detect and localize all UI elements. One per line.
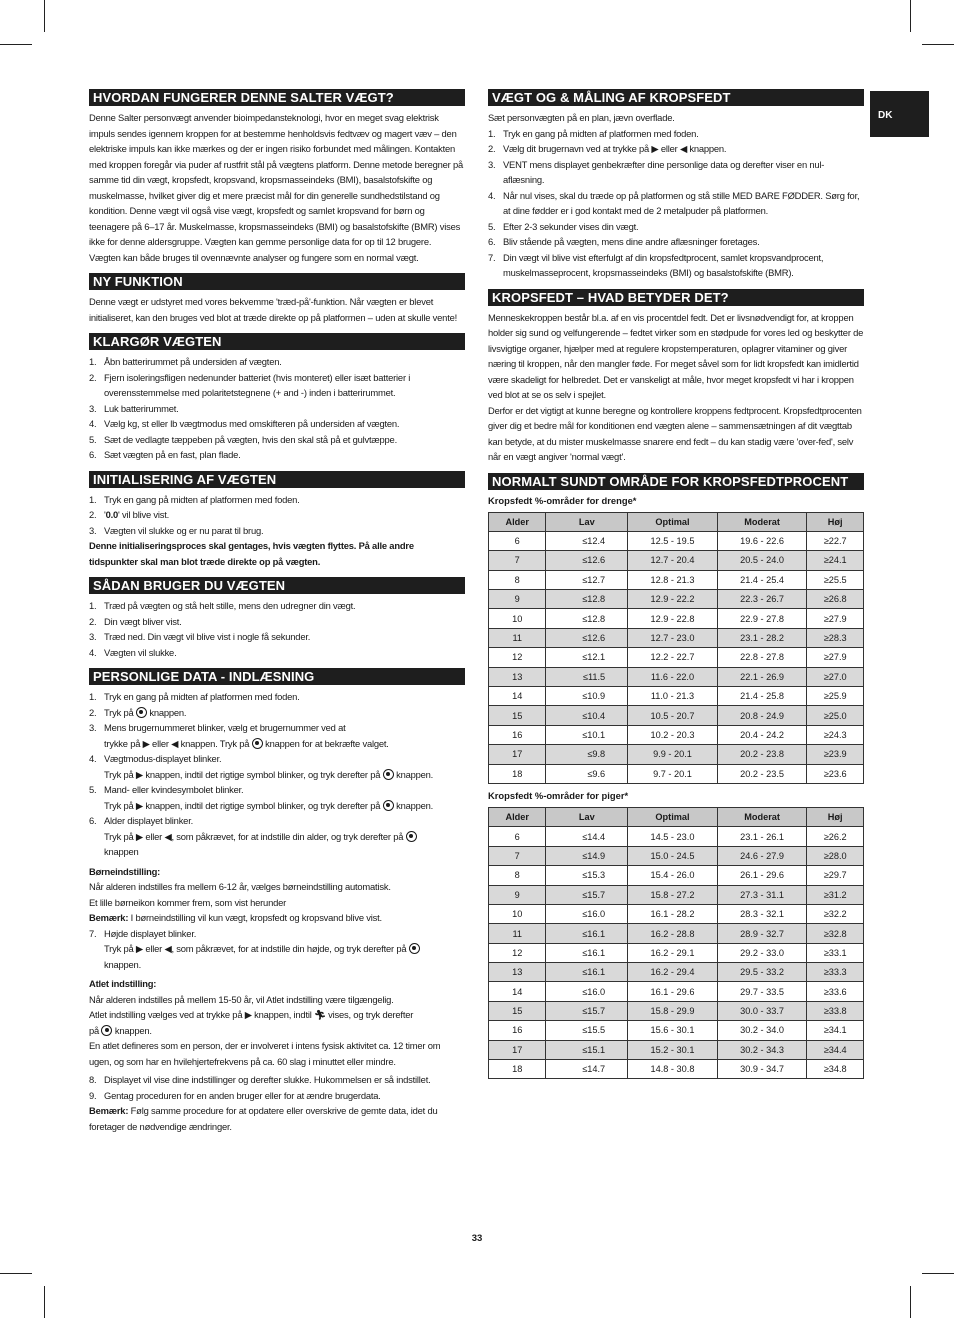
table-cell: 11 bbox=[489, 628, 546, 647]
column-header: Høj bbox=[807, 807, 864, 826]
table-cell: ≤15.5 bbox=[546, 1021, 628, 1040]
table-cell: 20.2 - 23.8 bbox=[717, 745, 807, 764]
paragraph: Menneskekroppen består bl.a. af en vis procentdel fedt. Det er livsnødvendigt for, at kroppen holder sig sund og velfungerende – fedtet virker som en stødpude for vores led og beskytter de livsvigtige organer, hjælper med at regulere kropstemperaturen, oplagrer vitaminer og giver næring til kroppen, når den mangler føde. For meget såvel som for lidt kropsfedt kan imidlertid være skadeligt for helbredet. Det er vanskeligt at måle, hvor meget kropsfedt vi har i kroppen ved blot at se os selv i spejlet. bbox=[488, 311, 864, 400]
table-row bbox=[489, 943, 864, 962]
table-cell: ≤11.5 bbox=[546, 667, 628, 686]
section-title: INITIALISERING AF VÆGTEN bbox=[89, 471, 465, 488]
table-cell: 12 bbox=[489, 648, 546, 667]
list-item: 4. Vægtmodus-displayet blinker. Tryk på ▶ knappen, indtil det rigtige symbol blinker, og tryk derefter på knappen. bbox=[89, 753, 434, 780]
table-cell: 23.1 - 26.1 bbox=[717, 827, 807, 846]
table-cell: 10 bbox=[489, 904, 546, 923]
list-item: 1. Tryk en gang på midten af platformen med foden. bbox=[488, 127, 699, 139]
table-row bbox=[489, 827, 864, 846]
table-cell: 11.0 - 21.3 bbox=[628, 687, 718, 706]
table-cell: ≥22.7 bbox=[807, 531, 864, 550]
section-body-fat bbox=[488, 289, 864, 465]
table-cell: ≥27.0 bbox=[807, 667, 864, 686]
table-cell: ≥23.9 bbox=[807, 745, 864, 764]
table-cell: 13 bbox=[489, 667, 546, 686]
boys-table-caption: Kropsfedt %-områder for drenge* bbox=[488, 494, 637, 506]
paragraph: Derfor er det vigtigt at kunne beregne og kontrollere kroppens fedtprocent. Kropsfedtprocenten giver dig et bedre mål for konditionen end vægten alene – sammensætningen af dit vægttab kan betyde, at du mister muskelmasse snarere end fedt – du kan stadig være 'over-fed', selv når en vægt angiver 'normal vægt'. bbox=[488, 404, 862, 462]
table-cell: 22.3 - 26.7 bbox=[717, 590, 807, 609]
table-cell: ≥25.9 bbox=[807, 687, 864, 706]
list-item: 3. VENT mens displayet genbekræfter dine personlige data og derefter viser en nul-aflæsning. bbox=[488, 158, 825, 185]
table-cell: ≤16.0 bbox=[546, 904, 628, 923]
table-cell: 6 bbox=[489, 531, 546, 550]
table-header-row bbox=[489, 512, 864, 531]
table-cell: ≤14.7 bbox=[546, 1060, 628, 1079]
crop-mark bbox=[0, 1273, 32, 1274]
table-cell: 7 bbox=[489, 846, 546, 865]
table-row bbox=[489, 846, 864, 865]
table-cell: ≤15.7 bbox=[546, 1001, 628, 1020]
list-item: 4. Når nul vises, skal du træde op på platformen og stå stille MED BARE FØDDER. Sørg for, at dine fødder er i god kontakt med de 2 metalpuder på platformen. bbox=[488, 189, 860, 216]
right-column bbox=[488, 89, 864, 1087]
list-item: 2. Fjern isoleringsfligen nedenunder batteriet (hvis monteret) eller isæt batterier i overensstemmelse med polaritetstegnene (+ and -) inden i batterirummet. bbox=[89, 371, 411, 398]
table-cell: ≥26.2 bbox=[807, 827, 864, 846]
table-row bbox=[489, 609, 864, 628]
table-cell: 16.1 - 29.6 bbox=[628, 982, 718, 1001]
crop-mark bbox=[922, 44, 954, 45]
table-cell: ≤15.1 bbox=[546, 1040, 628, 1059]
table-row bbox=[489, 885, 864, 904]
table-cell: ≤15.7 bbox=[546, 885, 628, 904]
section-title: PERSONLIGE DATA - INDLÆSNING bbox=[89, 668, 465, 685]
prepare-list bbox=[89, 354, 465, 463]
table-cell: 24.6 - 27.9 bbox=[717, 846, 807, 865]
table-row bbox=[489, 1021, 864, 1040]
table-cell: ≤15.3 bbox=[546, 866, 628, 885]
table-cell: 12.9 - 22.2 bbox=[628, 590, 718, 609]
table-cell: 29.7 - 33.5 bbox=[717, 982, 807, 1001]
section-prepare bbox=[89, 333, 465, 463]
table-cell: 29.2 - 33.0 bbox=[717, 943, 807, 962]
table-cell: 12.8 - 21.3 bbox=[628, 570, 718, 589]
table-cell: ≥28.3 bbox=[807, 628, 864, 647]
set-button-icon bbox=[383, 769, 394, 780]
table-cell: 11 bbox=[489, 924, 546, 943]
table-cell: ≥31.2 bbox=[807, 885, 864, 904]
table-cell: 11.6 - 22.0 bbox=[628, 667, 718, 686]
table-cell: 20.8 - 24.9 bbox=[717, 706, 807, 725]
table-cell: 14 bbox=[489, 687, 546, 706]
list-item: 4. Vægten vil slukke. bbox=[89, 646, 177, 658]
table-cell: 16 bbox=[489, 1021, 546, 1040]
table-cell: 7 bbox=[489, 551, 546, 570]
table-cell: ≤10.4 bbox=[546, 706, 628, 725]
column-header: Moderat bbox=[717, 512, 807, 531]
table-cell: 16.2 - 28.8 bbox=[628, 924, 718, 943]
list-item: 1. Tryk en gang på midten af platformen med foden. bbox=[89, 691, 300, 702]
table-cell: ≥25.5 bbox=[807, 570, 864, 589]
table-cell: ≥32.2 bbox=[807, 904, 864, 923]
personal-list bbox=[89, 689, 465, 860]
section-use bbox=[89, 577, 465, 660]
table-cell: 9.9 - 20.1 bbox=[628, 745, 718, 764]
list-item: 7. Din vægt vil blive vist efterfulgt af din kropsfedtprocent, samlet kropsvandprocent, muskelmasseprocent, kropsmasseindeks (BMI) og basalstofskifte (BMR). bbox=[488, 251, 824, 278]
table-cell: 12.5 - 19.5 bbox=[628, 531, 718, 550]
table-cell: ≥33.1 bbox=[807, 943, 864, 962]
table-cell: ≥24.3 bbox=[807, 725, 864, 744]
table-cell: 15.2 - 30.1 bbox=[628, 1040, 718, 1059]
table-cell: 18 bbox=[489, 1060, 546, 1079]
column-header: Lav bbox=[546, 807, 628, 826]
section-title: VÆGT OG & MÅLING AF KROPSFEDT bbox=[488, 89, 864, 106]
table-cell: 30.0 - 33.7 bbox=[717, 1001, 807, 1020]
crop-mark bbox=[910, 0, 911, 32]
table-cell: 23.1 - 28.2 bbox=[717, 628, 807, 647]
table-cell: 6 bbox=[489, 827, 546, 846]
crop-mark bbox=[44, 1286, 45, 1318]
column-header: Optimal bbox=[628, 512, 718, 531]
table-cell: 15.8 - 27.2 bbox=[628, 885, 718, 904]
list-item: 6. Bliv stående på vægten, mens dine andre aflæsninger foretages. bbox=[488, 236, 760, 247]
list-item: 6. Sæt vægten på en fast, plan flade. bbox=[89, 449, 241, 460]
list-item: 2. Tryk på knappen. bbox=[89, 706, 187, 718]
table-cell: ≤12.6 bbox=[546, 628, 628, 647]
list-item: 5. Sæt de vedlagte tæppeben på vægten, hvis den skal stå på et gulvtæppe. bbox=[89, 433, 397, 445]
girls-table-caption: Kropsfedt %-områder for piger* bbox=[488, 789, 629, 801]
table-cell: ≤9.6 bbox=[546, 764, 628, 783]
table-cell: 17 bbox=[489, 1040, 546, 1059]
table-cell: ≥23.6 bbox=[807, 764, 864, 783]
table-cell: 15.0 - 24.5 bbox=[628, 846, 718, 865]
table-cell: 20.4 - 24.2 bbox=[717, 725, 807, 744]
section-title: NY FUNKTION bbox=[89, 273, 465, 290]
table-cell: ≥28.0 bbox=[807, 846, 864, 865]
table-cell: ≥33.8 bbox=[807, 1001, 864, 1020]
table-cell: ≤12.4 bbox=[546, 531, 628, 550]
table-cell: ≥26.8 bbox=[807, 590, 864, 609]
paragraph: Denne Salter personvægt anvender bioimpedansteknologi, hvor en meget svag elektrisk impuls sendes igennem kroppen for at bestemme henholdsvis fedtvæv og magert væv – den elektriske impuls kan ikke mærkes og der er ingen risiko forbundet med målingen. Kontakten med kroppen foregår via puder af rustfrit stål på vægtens platform. Denne metode beregner på samme tid din vægt, kropsfedt, kropsvand, kropsmasseindeks (BMI), basalstofskifte og muskelmasse, hvilket giver dig et mere præcist mål for din generelle sundhedstilstand og kondition. Denne vægt vil også vise vægt, kropsfedt og samlet kropsvand for børn og teenagere på 6–17 år. Muskelmasse, kropsmasseindeks (BMI) og basalstofskifte (BMR) vises ikke for denne aldersgruppe. Vægten kan gemme personlige data for op til 12 brugere. Vægten kan både bruges til ovennævnte analyser og fungere som en normal vægt. bbox=[89, 112, 464, 263]
athlete-setting: Atlet indstilling: Når alderen indstilles på mellem 15-50 år, vil Atlet indstilling være tilgængelig. Atlet indstilling vælges ved at trykke på ▶ knappen, indtil 🏃︎ vises, og tryk derefter på knappen. En atlet defineres som en person, der er involveret i intens fysisk aktivitet ca. 12 timer om ugen, og som har en hvilehjertefrekvens på ca. 60 slag i minuttet eller mindre. bbox=[89, 978, 441, 1067]
child-setting: Børneindstilling: Når alderen indstilles fra mellem 6-12 år, vælges børneindstilling automatisk. Et lille børneikon kommer frem, som vist herunder Bemærk: I børneindstilling vil kun vægt, kropsfedt og kropsvand blive vist. bbox=[89, 865, 391, 923]
table-row bbox=[489, 551, 864, 570]
table-cell: ≤10.9 bbox=[546, 687, 628, 706]
table-row bbox=[489, 725, 864, 744]
table-cell: 12.7 - 23.0 bbox=[628, 628, 718, 647]
crop-mark bbox=[922, 1273, 954, 1274]
table-cell: ≤12.1 bbox=[546, 648, 628, 667]
list-item: 1. Tryk en gang på midten af platformen med foden. bbox=[89, 493, 300, 505]
table-cell: ≥34.8 bbox=[807, 1060, 864, 1079]
boys-body-fat-table bbox=[488, 512, 864, 784]
section-title: KROPSFEDT – HVAD BETYDER DET? bbox=[488, 289, 864, 306]
list-item: 1. Åbn batterirummet på undersiden af vægten. bbox=[89, 356, 282, 367]
personal-list-cont bbox=[89, 926, 465, 973]
table-cell: 26.1 - 29.6 bbox=[717, 866, 807, 885]
crop-mark bbox=[910, 1286, 911, 1318]
table-row bbox=[489, 904, 864, 923]
list-item: 1. Træd på vægten og stå helt stille, mens den udregner din vægt. bbox=[89, 600, 356, 611]
table-row bbox=[489, 924, 864, 943]
column-header: Alder bbox=[489, 512, 546, 531]
table-cell: ≥33.3 bbox=[807, 963, 864, 982]
section-new-function bbox=[89, 273, 465, 325]
table-cell: 30.2 - 34.3 bbox=[717, 1040, 807, 1059]
table-cell: 9 bbox=[489, 885, 546, 904]
table-cell: ≤16.0 bbox=[546, 982, 628, 1001]
paragraph: Denne vægt er udstyret med vores bekvemme 'træd-på'-funktion. Når vægten er blevet initialiseret, kan den bruges ved blot at træde direkte op på platformen – uden at skulle vente! bbox=[89, 296, 458, 323]
section-title: HVORDAN FUNGERER DENNE SALTER VÆGT? bbox=[89, 89, 465, 106]
crop-mark bbox=[0, 44, 32, 45]
table-cell: ≥34.1 bbox=[807, 1021, 864, 1040]
table-cell: ≤12.6 bbox=[546, 551, 628, 570]
table-cell: 30.9 - 34.7 bbox=[717, 1060, 807, 1079]
left-column bbox=[89, 89, 465, 1142]
table-cell: 27.3 - 31.1 bbox=[717, 885, 807, 904]
section-how-it-works bbox=[89, 89, 465, 265]
table-cell: ≥33.6 bbox=[807, 982, 864, 1001]
table-cell: ≤14.9 bbox=[546, 846, 628, 865]
section-title: SÅDAN BRUGER DU VÆGTEN bbox=[89, 577, 465, 594]
section-healthy-range bbox=[488, 473, 864, 1080]
table-cell: 16.2 - 29.4 bbox=[628, 963, 718, 982]
section-personal-data bbox=[89, 668, 465, 1134]
list-item: 3. Vægten vil slukke og er nu parat til brug. bbox=[89, 524, 264, 536]
section-title: KLARGØR VÆGTEN bbox=[89, 333, 465, 350]
table-row bbox=[489, 706, 864, 725]
table-cell: 14.8 - 30.8 bbox=[628, 1060, 718, 1079]
list-item: 7. Højde displayet blinker. Tryk på ▶ eller ◀, som påkrævet, for at indstille din højde, og tryk derefter på knappen. bbox=[89, 926, 465, 973]
list-item: 4. Vælg kg, st eller lb vægtmodus med omskifteren på undersiden af vægten. bbox=[89, 418, 400, 429]
list-item: 5. Efter 2-3 sekunder vises din vægt. bbox=[488, 220, 639, 232]
table-cell: 8 bbox=[489, 570, 546, 589]
table-cell: 20.5 - 24.0 bbox=[717, 551, 807, 570]
table-cell: 22.9 - 27.8 bbox=[717, 609, 807, 628]
table-cell: 15.6 - 30.1 bbox=[628, 1021, 718, 1040]
table-row bbox=[489, 667, 864, 686]
table-cell: 8 bbox=[489, 866, 546, 885]
table-row bbox=[489, 687, 864, 706]
table-cell: 28.3 - 32.1 bbox=[717, 904, 807, 923]
table-cell: ≥27.9 bbox=[807, 648, 864, 667]
table-cell: 14 bbox=[489, 982, 546, 1001]
list-item: 2. Vælg dit brugernavn ved at trykke på ▶ eller ◀ knappen. bbox=[488, 143, 727, 154]
init-note: Denne initialiseringsproces skal gentages, hvis vægten flyttes. På alle andre tidspunkter skal man blot træde direkte op på vægten. bbox=[89, 540, 414, 567]
list-item: 6. Alder displayet blinker. Tryk på ▶ eller ◀, som påkrævet, for at indstille din alder, og tryk derefter på knappen bbox=[89, 813, 465, 860]
set-button-icon bbox=[101, 1025, 112, 1036]
table-cell: 12.7 - 20.4 bbox=[628, 551, 718, 570]
column-header: Høj bbox=[807, 512, 864, 531]
table-cell: 15.8 - 29.9 bbox=[628, 1001, 718, 1020]
table-cell: 28.9 - 32.7 bbox=[717, 924, 807, 943]
list-item: 3. Luk batterirummet. bbox=[89, 402, 179, 414]
section-title: NORMALT SUNDT OMRÅDE FOR KROPSFEDTPROCENT bbox=[488, 473, 864, 490]
table-row bbox=[489, 531, 864, 550]
table-row bbox=[489, 570, 864, 589]
table-row bbox=[489, 1060, 864, 1079]
table-cell: 12.2 - 22.7 bbox=[628, 648, 718, 667]
table-cell: ≤9.8 bbox=[546, 745, 628, 764]
table-cell: 16.1 - 28.2 bbox=[628, 904, 718, 923]
table-cell: ≤16.1 bbox=[546, 924, 628, 943]
girls-body-fat-table bbox=[488, 807, 864, 1079]
set-button-icon bbox=[383, 800, 394, 811]
list-item: 2. Din vægt bliver vist. bbox=[89, 615, 182, 627]
list-item: 3. Mens brugernummeret blinker, vælg et brugernummer ved at trykke på ▶ eller ◀ knappen. Tryk på knappen for at bekræfte valget. bbox=[89, 722, 389, 749]
set-button-icon bbox=[252, 738, 263, 749]
table-cell: ≤16.1 bbox=[546, 963, 628, 982]
table-cell: 30.2 - 34.0 bbox=[717, 1021, 807, 1040]
table-row bbox=[489, 866, 864, 885]
table-cell: ≥32.8 bbox=[807, 924, 864, 943]
athlete-icon: 🏃︎ bbox=[314, 1009, 326, 1020]
section-initialise bbox=[89, 471, 465, 570]
table-cell: 10 bbox=[489, 609, 546, 628]
table-row bbox=[489, 745, 864, 764]
column-header: Optimal bbox=[628, 807, 718, 826]
table-cell: ≤10.1 bbox=[546, 725, 628, 744]
table-cell: 15 bbox=[489, 1001, 546, 1020]
table-row bbox=[489, 1001, 864, 1020]
table-cell: ≤12.8 bbox=[546, 590, 628, 609]
table-cell: 16.2 - 29.1 bbox=[628, 943, 718, 962]
table-cell: ≥34.4 bbox=[807, 1040, 864, 1059]
table-cell: 29.5 - 33.2 bbox=[717, 963, 807, 982]
list-item: 9. Gentag proceduren for en anden bruger eller for at ændre brugerdata. bbox=[89, 1089, 381, 1101]
table-header-row bbox=[489, 807, 864, 826]
table-cell: 22.1 - 26.9 bbox=[717, 667, 807, 686]
set-button-icon bbox=[409, 943, 420, 954]
table-cell: ≥24.1 bbox=[807, 551, 864, 570]
table-row bbox=[489, 628, 864, 647]
table-cell: 12 bbox=[489, 943, 546, 962]
list-item: 5. Mand- eller kvindesymbolet blinker. Tryk på ▶ knappen, indtil det rigtige symbol blinker, og tryk derefter på knappen. bbox=[89, 784, 434, 811]
table-row bbox=[489, 982, 864, 1001]
page-number: 33 bbox=[471, 1233, 483, 1244]
column-header: Alder bbox=[489, 807, 546, 826]
crop-mark bbox=[44, 0, 45, 32]
init-list bbox=[89, 492, 465, 539]
table-cell: 19.6 - 22.6 bbox=[717, 531, 807, 550]
table-cell: ≥25.0 bbox=[807, 706, 864, 725]
list-item: 3. Træd ned. Din vægt vil blive vist i nogle få sekunder. bbox=[89, 631, 311, 642]
table-row bbox=[489, 764, 864, 783]
section-weighing bbox=[488, 89, 864, 281]
use-list bbox=[89, 598, 465, 660]
table-cell: 10.2 - 20.3 bbox=[628, 725, 718, 744]
table-cell: ≤14.4 bbox=[546, 827, 628, 846]
column-header: Moderat bbox=[717, 807, 807, 826]
language-tab: DK bbox=[870, 91, 929, 137]
paragraph: Sæt personvægten på en plan, jævn overflade. bbox=[488, 112, 675, 123]
table-cell: ≥27.9 bbox=[807, 609, 864, 628]
table-cell: ≤12.8 bbox=[546, 609, 628, 628]
table-row bbox=[489, 1040, 864, 1059]
table-cell: 20.2 - 23.5 bbox=[717, 764, 807, 783]
table-cell: 15 bbox=[489, 706, 546, 725]
table-row bbox=[489, 648, 864, 667]
table-cell: 13 bbox=[489, 963, 546, 982]
table-cell: 17 bbox=[489, 745, 546, 764]
weigh-list bbox=[488, 126, 864, 281]
set-button-icon bbox=[406, 831, 417, 842]
personal-list-end bbox=[89, 1072, 465, 1103]
set-button-icon bbox=[136, 707, 147, 718]
table-cell: 18 bbox=[489, 764, 546, 783]
table-row bbox=[489, 963, 864, 982]
list-item: 8. Displayet vil vise dine indstillinger og derefter slukke. Hukommelsen er så indstillet. bbox=[89, 1074, 431, 1085]
table-cell: 9.7 - 20.1 bbox=[628, 764, 718, 783]
personal-note: Bemærk: Følg samme procedure for at opdatere eller overskrive de gemte data, idet du foretager de nødvendige ændringer. bbox=[89, 1105, 438, 1132]
table-cell: 22.8 - 27.8 bbox=[717, 648, 807, 667]
table-cell: 21.4 - 25.8 bbox=[717, 687, 807, 706]
table-cell: ≤16.1 bbox=[546, 943, 628, 962]
list-item: 2. '0.0' vil blive vist. bbox=[89, 509, 170, 520]
table-cell: 16 bbox=[489, 725, 546, 744]
table-cell: 21.4 - 25.4 bbox=[717, 570, 807, 589]
table-row bbox=[489, 590, 864, 609]
column-header: Lav bbox=[546, 512, 628, 531]
table-cell: 15.4 - 26.0 bbox=[628, 866, 718, 885]
table-cell: ≤12.7 bbox=[546, 570, 628, 589]
table-cell: ≥29.7 bbox=[807, 866, 864, 885]
table-cell: 14.5 - 23.0 bbox=[628, 827, 718, 846]
table-cell: 10.5 - 20.7 bbox=[628, 706, 718, 725]
table-cell: 12.9 - 22.8 bbox=[628, 609, 718, 628]
table-cell: 9 bbox=[489, 590, 546, 609]
